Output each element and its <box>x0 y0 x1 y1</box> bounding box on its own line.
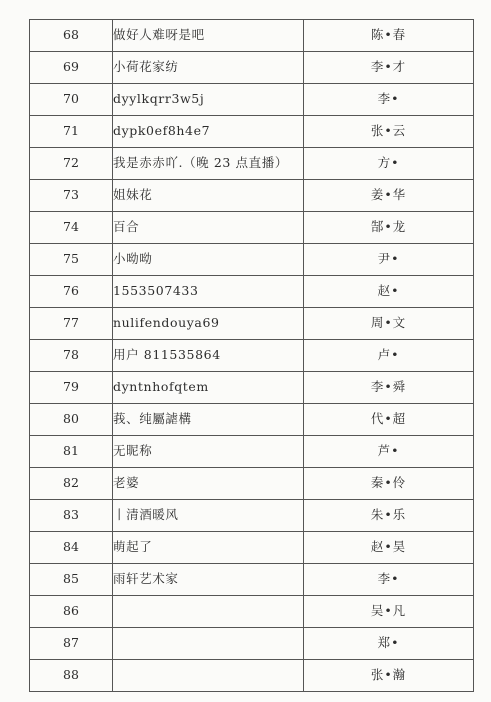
table-row <box>30 372 474 404</box>
table-row <box>30 436 474 468</box>
table-row <box>30 84 474 116</box>
row-name: 赵•昊 <box>304 532 474 564</box>
row-nickname: dyntnhofqtem <box>113 372 304 404</box>
row-nickname: 姐妹花 <box>113 180 304 212</box>
row-name: 陈•春 <box>304 20 474 52</box>
row-number: 75 <box>30 244 113 276</box>
table-row <box>30 340 474 372</box>
row-nickname: dypk0ef8h4e7 <box>113 116 304 148</box>
row-number: 85 <box>30 564 113 596</box>
row-name: 李•才 <box>304 52 474 84</box>
row-name: 芦• <box>304 436 474 468</box>
row-number: 70 <box>30 84 113 116</box>
row-name: 姜•华 <box>304 180 474 212</box>
table-row <box>30 404 474 436</box>
row-name: 李• <box>304 564 474 596</box>
row-number: 86 <box>30 596 113 628</box>
row-number: 79 <box>30 372 113 404</box>
table-row <box>30 628 474 660</box>
row-name: 吴•凡 <box>304 596 474 628</box>
table-row <box>30 52 474 84</box>
row-number: 68 <box>30 20 113 52</box>
row-name: 张•瀚 <box>304 660 474 692</box>
row-nickname: 无昵称 <box>113 436 304 468</box>
row-number: 87 <box>30 628 113 660</box>
row-name: 李•舜 <box>304 372 474 404</box>
row-name: 赵• <box>304 276 474 308</box>
row-nickname: 萌起了 <box>113 532 304 564</box>
table-row <box>30 596 474 628</box>
row-number: 76 <box>30 276 113 308</box>
row-name: 郑• <box>304 628 474 660</box>
row-number: 72 <box>30 148 113 180</box>
table-row <box>30 276 474 308</box>
row-nickname <box>113 660 304 692</box>
row-name: 张•云 <box>304 116 474 148</box>
row-number: 82 <box>30 468 113 500</box>
row-number: 74 <box>30 212 113 244</box>
table-row <box>30 468 474 500</box>
row-nickname: 小荷花家纺 <box>113 52 304 84</box>
row-nickname: nulifendouya69 <box>113 308 304 340</box>
table-row <box>30 500 474 532</box>
row-number: 69 <box>30 52 113 84</box>
table-row <box>30 532 474 564</box>
row-number: 80 <box>30 404 113 436</box>
row-nickname: 做好人难呀是吧 <box>113 20 304 52</box>
row-nickname: 莪、纯屬謔構 <box>113 404 304 436</box>
table-row <box>30 180 474 212</box>
row-nickname: 用户 811535864 <box>113 340 304 372</box>
table-row <box>30 20 474 52</box>
row-name: 方• <box>304 148 474 180</box>
row-number: 84 <box>30 532 113 564</box>
row-number: 73 <box>30 180 113 212</box>
row-nickname <box>113 628 304 660</box>
row-number: 71 <box>30 116 113 148</box>
table-body <box>30 20 474 692</box>
row-nickname: dyylkqrr3w5j <box>113 84 304 116</box>
row-number: 78 <box>30 340 113 372</box>
row-nickname <box>113 596 304 628</box>
row-name: 周•文 <box>304 308 474 340</box>
row-nickname: 丨清酒暖风 <box>113 500 304 532</box>
table-row <box>30 244 474 276</box>
table-row <box>30 308 474 340</box>
row-name: 秦•伶 <box>304 468 474 500</box>
row-nickname: 1553507433 <box>113 276 304 308</box>
row-number: 88 <box>30 660 113 692</box>
row-nickname: 老婆 <box>113 468 304 500</box>
row-number: 83 <box>30 500 113 532</box>
table-row <box>30 564 474 596</box>
row-number: 77 <box>30 308 113 340</box>
row-nickname: 小呦呦 <box>113 244 304 276</box>
table-row <box>30 148 474 180</box>
name-list-table <box>29 19 474 692</box>
row-nickname: 百合 <box>113 212 304 244</box>
row-nickname: 雨轩艺术家 <box>113 564 304 596</box>
row-name: 朱•乐 <box>304 500 474 532</box>
table-row <box>30 116 474 148</box>
row-name: 郜•龙 <box>304 212 474 244</box>
table-row <box>30 660 474 692</box>
row-number: 81 <box>30 436 113 468</box>
row-name: 卢• <box>304 340 474 372</box>
row-nickname: 我是赤赤吖.（晚 23 点直播） <box>113 148 304 180</box>
row-name: 尹• <box>304 244 474 276</box>
row-name: 代•超 <box>304 404 474 436</box>
table-row <box>30 212 474 244</box>
row-name: 李• <box>304 84 474 116</box>
